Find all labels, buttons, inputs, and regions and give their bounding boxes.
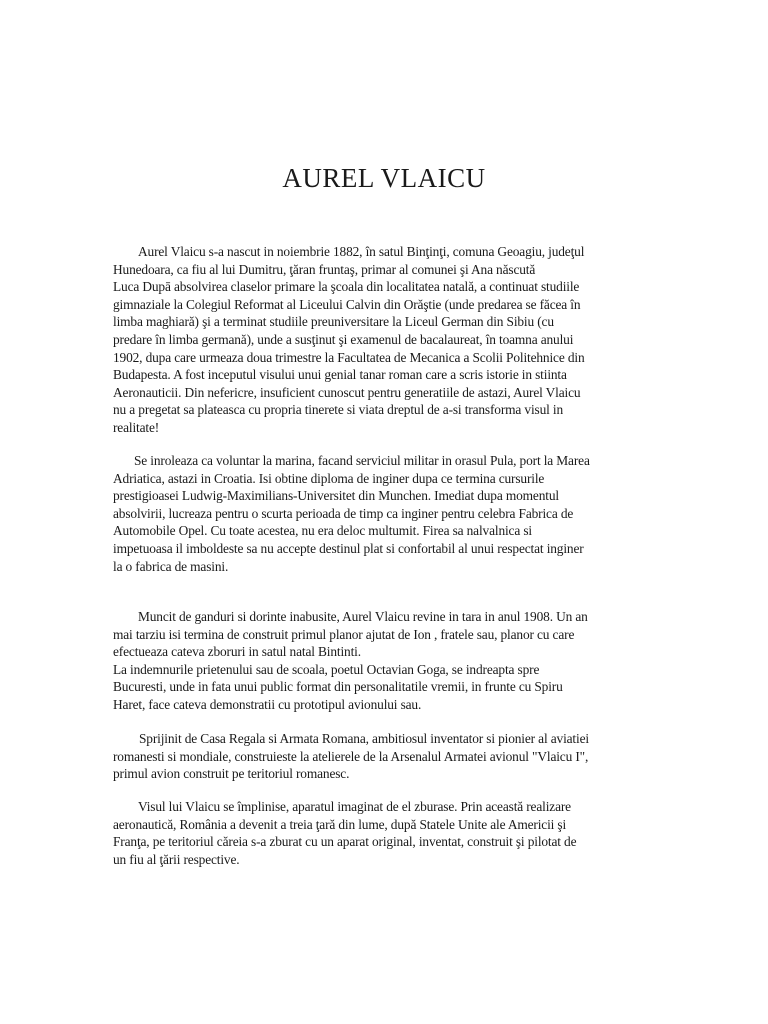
text-line: realitate! [113,419,160,435]
text-line: 1902, dupa care urmeaza doua trimestre la Facultatea de Mecanica a Scolii Politehnice din [113,349,585,365]
text-line: la o fabrica de masini. [113,558,229,574]
paragraph-military-career [113,452,673,575]
text-line: romanesti si mondiale, construieste la atelierele de la Arsenalul Armatei avionul "Vlaicu I", [113,748,589,764]
text-line: primul avion construit pe teritoriul romanesc. [113,766,350,782]
text-line: Luca Dupā absolvirea claselor primare la şcoala din localitatea natală, a continuat studiile [113,279,580,295]
text-line: efectueaza cateva zboruri in satul natal Bintinti. [113,644,361,660]
text-line: Bucuresti, unde in fata unui public format din personalitatile vremii, in frunte cu Spiru [113,679,563,695]
text-line: Haret, face cateva demonstratii cu prototipul avionului sau. [113,696,422,712]
text-line: Sprijinit de Casa Regala si Armata Romana, ambitiosul inventator si pionier al aviatiei [139,731,589,746]
text-line: Visul lui Vlaicu se împlinise, aparatul imaginat de el zburase. Prin această realizare [138,799,571,814]
text-line: un fiu al ţării respective. [113,851,240,867]
text-line: Aeronauticii. Din nefericre, insuficient cunoscut pentru generatiile de astazi, Aurel Vlaicu [113,384,581,400]
text-line: Hunedoara, ca fiu al lui Dumitru, ţăran fruntaş, primar al comunei şi Ana născută [113,261,536,277]
text-line: Se inroleaza ca voluntar la marina, facand serviciul militar in orasul Pula, port la Marea [134,453,590,468]
paragraph-return-home [113,608,673,714]
text-line: Automobile Opel. Cu toate acestea, nu era deloc multumit. Firea sa nalvalnica si [113,523,532,539]
text-line: Adriatica, astazi in Croatia. Isi obtine diploma de inginer dupa ce termina cursurile [113,470,545,486]
text-line: nu a pregetat sa plateasca cu propria tinerete si viata dreptul de a-si transforma visul in [113,402,564,418]
text-line: La indemnurile prietenului sau de scoala, poetul Octavian Goga, se indreapta spre [113,661,540,677]
text-line: gimnaziale la Colegiul Reformat al Liceului Calvin din Orăştie (unde predarea se făcea în [113,296,581,312]
text-line: prestigioasei Ludwig-Maximilians-Universitet din Munchen. Imediat dupa momentul [113,488,559,504]
text-line: predare în limba germană), unde a susţinut şi examenul de bacalaureat, în toamna anului [113,331,574,347]
text-line: limba maghiară) şi a terminat studiile preuniversitare la Liceul German din Sibiu (cu [113,314,554,330]
paragraph-achievement [113,798,673,868]
text-line: mai tarziu isi termina de construit primul planor ajutat de Ion , fratele sau, planor cu care [113,626,575,642]
text-line: absolvirii, lucreaza pentru o scurta perioada de timp ca inginer pentru celebra Fabrica de [113,505,574,521]
paragraph-birth-education [113,243,673,437]
page-title: AUREL VLAICU [282,163,486,193]
text-line: Muncit de ganduri si dorinte inabusite, Aurel Vlaicu revine in tara in anul 1908. Un an [138,609,588,624]
text-line: Budapesta. A fost inceputul visului unui genial tanar roman care a scris istorie in stiinta [113,367,567,383]
text-line: Franţa, pe teritoriul căreia s-a zburat cu un aparat original, inventat, construit şi pilotat de [113,834,577,850]
text-line: aeronautică, România a devenit a treia ţară din lume, după Statele Unite ale Americii şi [113,816,567,832]
text-line: impetuoasa il imboldeste sa nu accepte destinul plat si confortabil al unui respectat inginer [113,540,584,556]
paragraph-vlaicu-i [113,730,673,783]
text-line: Aurel Vlaicu s-a nascut in noiembrie 1882, în satul Binţinţi, comuna Geoagiu, judeţul [138,244,585,259]
